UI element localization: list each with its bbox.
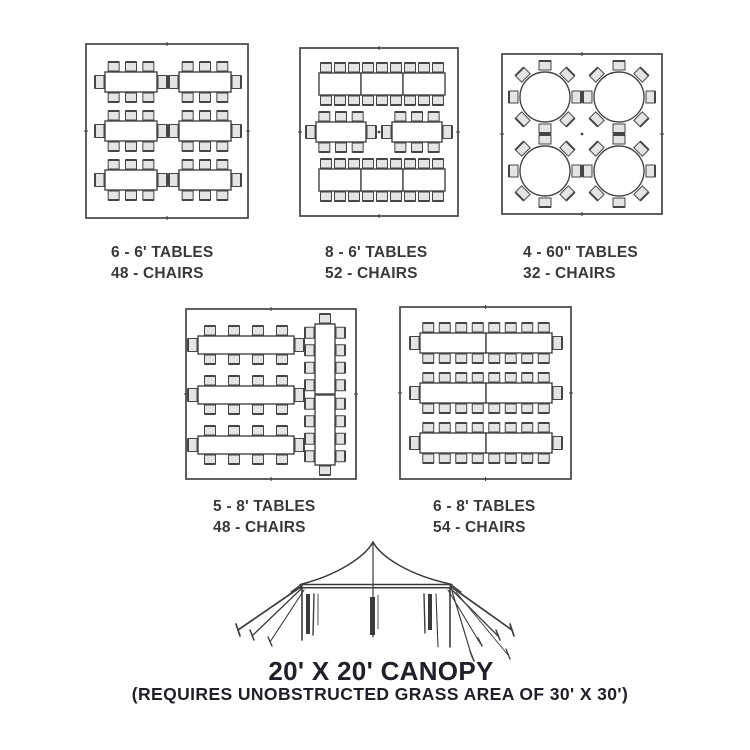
canopy-illustration (225, 537, 525, 669)
floorplan-6-8ft-tables (398, 305, 573, 486)
caption-chairs-line: 32 - CHAIRS (523, 265, 616, 282)
caption-6-6ft-tables (111, 242, 213, 284)
floorplan-drawing (398, 305, 573, 481)
floorplan-4-60in-round-tables (500, 52, 664, 221)
caption-6-8ft-tables (433, 496, 535, 538)
canopy-title: 20' X 20' CANOPY (268, 656, 494, 686)
caption-tables-line: 5 - 8' TABLES (213, 498, 316, 515)
caption-chairs-line: 54 - CHAIRS (433, 519, 526, 536)
caption-5-8ft-tables (213, 496, 315, 538)
floorplan-drawing (500, 52, 664, 216)
floorplan-drawing (184, 307, 358, 481)
floorplan-8-6ft-tables (298, 46, 460, 223)
caption-tables-line: 6 - 8' TABLES (433, 498, 536, 515)
floorplan-5-8ft-tables (184, 307, 358, 486)
canopy-requirement-note: (REQUIRES UNOBSTRUCTED GRASS AREA OF 30' X 30') (131, 684, 629, 704)
caption-chairs-line: 48 - CHAIRS (213, 519, 306, 536)
floorplan-drawing (84, 42, 250, 220)
caption-4-60in-tables (523, 242, 638, 284)
caption-tables-line: 4 - 60" TABLES (523, 244, 638, 261)
caption-tables-line: 8 - 6' TABLES (325, 244, 428, 261)
caption-chairs-line: 52 - CHAIRS (325, 265, 418, 282)
caption-tables-line: 6 - 6' TABLES (111, 244, 214, 261)
caption-chairs-line: 48 - CHAIRS (111, 265, 204, 282)
caption-8-6ft-tables (325, 242, 427, 284)
floorplan-6-6ft-tables (84, 42, 250, 225)
floorplan-drawing (298, 46, 460, 218)
